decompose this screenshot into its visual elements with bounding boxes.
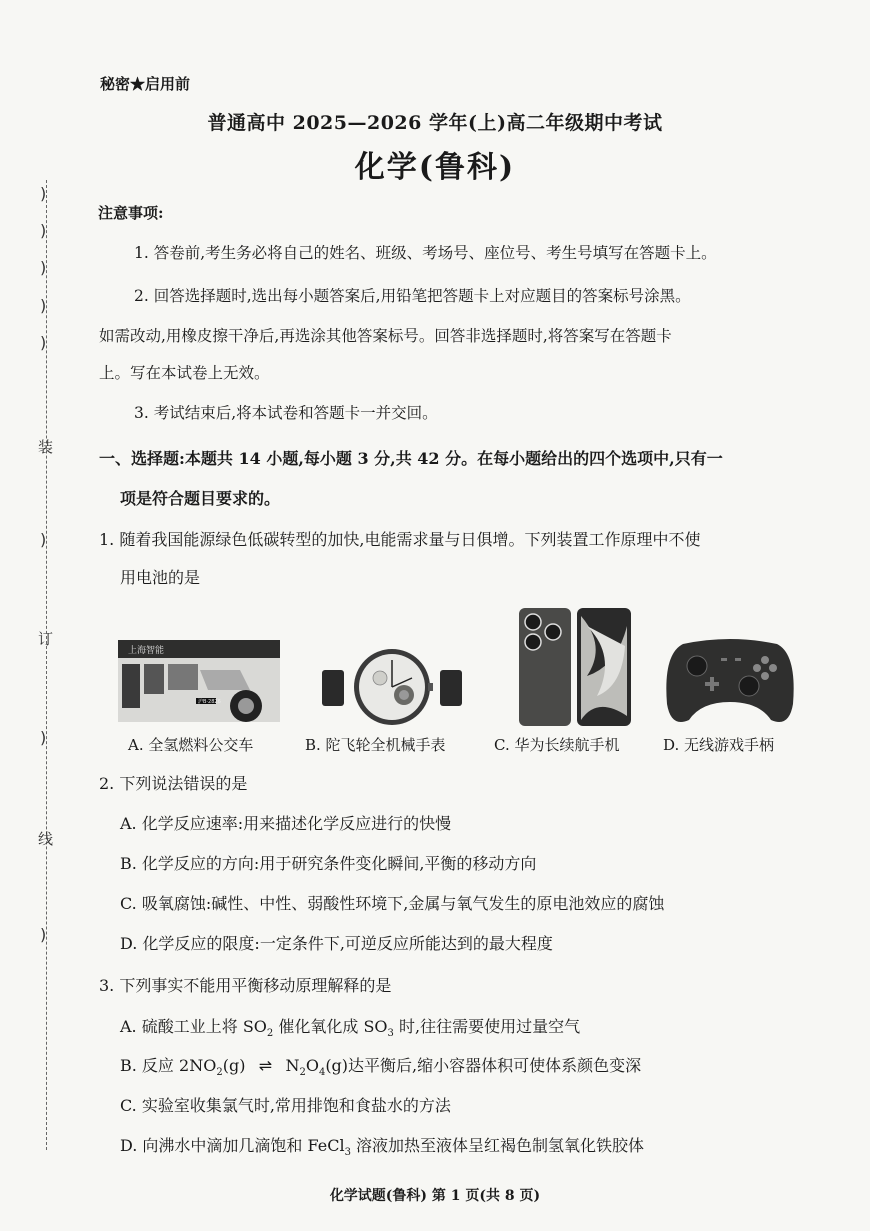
q2-option-c: C. 吸氧腐蚀:碱性、中性、弱酸性环境下,金属与氧气发生的原电池效应的腐蚀 xyxy=(120,894,665,913)
subject-title: 化学(鲁科) xyxy=(354,150,516,185)
margin-mark: ) xyxy=(40,728,47,747)
margin-mark: ) xyxy=(40,258,47,277)
secret-label: 秘密★启用前 xyxy=(100,75,191,93)
margin-mark: ) xyxy=(40,333,47,352)
q3-stem: 3. 下列事实不能用平衡移动原理解释的是 xyxy=(99,976,392,995)
equilibrium-arrow: ⇌ xyxy=(258,1056,273,1075)
q3-option-d: D. 向沸水中滴加几滴饱和 FeCl$_3$ 溶液加热至液体呈红褐色制氢氧化铁胶体 xyxy=(120,1136,645,1159)
section-1-heading-line-2: 项是符合题目要求的。 xyxy=(120,489,281,508)
margin-mark: ) xyxy=(40,296,47,315)
phone-image xyxy=(517,606,633,728)
notice-item-2-line-3: 上。写在本试卷上无效。 xyxy=(99,364,270,382)
margin-char-zhuang: 装 xyxy=(38,438,54,456)
q1-option-d: D. 无线游戏手柄 xyxy=(663,736,775,754)
margin-char-ding: 订 xyxy=(38,630,54,648)
q2-stem: 2. 下列说法错误的是 xyxy=(99,774,248,793)
q2-option-d: D. 化学反应的限度:一定条件下,可逆反应所能达到的最大程度 xyxy=(120,934,553,953)
q1-stem-line-1: 1. 随着我国能源绿色低碳转型的加快,电能需求量与日俱增。下列装置工作原理中不使 xyxy=(99,530,701,549)
notice-item-1: 1. 答卷前,考生务必将自己的姓名、班级、考场号、座位号、考生号填写在答题卡上。 xyxy=(134,244,717,262)
margin-mark: ) xyxy=(40,530,47,549)
q1-option-b: B. 陀飞轮全机械手表 xyxy=(305,736,446,754)
margin-mark: ) xyxy=(40,925,47,944)
gamepad-image xyxy=(663,634,797,730)
section-1-heading-line-1: 一、选择题:本题共 14 小题,每小题 3 分,共 42 分。在每小题给出的四个选项中,只有一 xyxy=(99,449,723,468)
notice-item-2-line-2: 如需改动,用橡皮擦干净后,再选涂其他答案标号。回答非选择题时,将答案写在答题卡 xyxy=(99,327,672,345)
binding-line xyxy=(46,180,47,1150)
bus-plate-text: 沪B·2826 xyxy=(198,699,221,705)
margin-char-xian: 线 xyxy=(38,830,54,848)
exam-title: 普通高中 2025—2026 学年(上)高二年级期中考试 xyxy=(207,112,663,134)
page-footer: 化学试题(鲁科) 第 1 页(共 8 页) xyxy=(329,1188,541,1204)
q2-option-b: B. 化学反应的方向:用于研究条件变化瞬间,平衡的移动方向 xyxy=(120,854,537,873)
bus-sign-text: 上海智能 xyxy=(128,646,165,656)
watch-image xyxy=(322,648,462,726)
q1-option-a: A. 全氢燃料公交车 xyxy=(128,736,254,754)
q3-option-c: C. 实验室收集氯气时,常用排饱和食盐水的方法 xyxy=(120,1096,451,1115)
bus-image xyxy=(118,640,280,722)
margin-mark: ) xyxy=(40,184,47,203)
q3-option-a: A. 硫酸工业上将 $SO_2$ 催化氧化成 $SO_3$ 时,往往需要使用过量空气 xyxy=(120,1017,581,1040)
q1-option-c: C. 华为长续航手机 xyxy=(494,736,620,754)
q2-option-a: A. 化学反应速率:用来描述化学反应进行的快慢 xyxy=(120,814,452,833)
notice-item-2-line-1: 2. 回答选择题时,选出每小题答案后,用铅笔把答题卡上对应题目的答案标号涂黑。 xyxy=(134,287,691,305)
margin-mark: ) xyxy=(40,221,47,240)
q3-option-b: B. 反应 $2NO_2(g)$ ⇌ $N_2O_4(g)$达平衡后,缩小容器体积可使体系颜色变深 xyxy=(120,1056,642,1079)
notice-heading: 注意事项: xyxy=(98,204,164,222)
q1-stem-line-2: 用电池的是 xyxy=(120,568,201,587)
notice-item-3: 3. 考试结束后,将本试卷和答题卡一并交回。 xyxy=(134,404,438,422)
